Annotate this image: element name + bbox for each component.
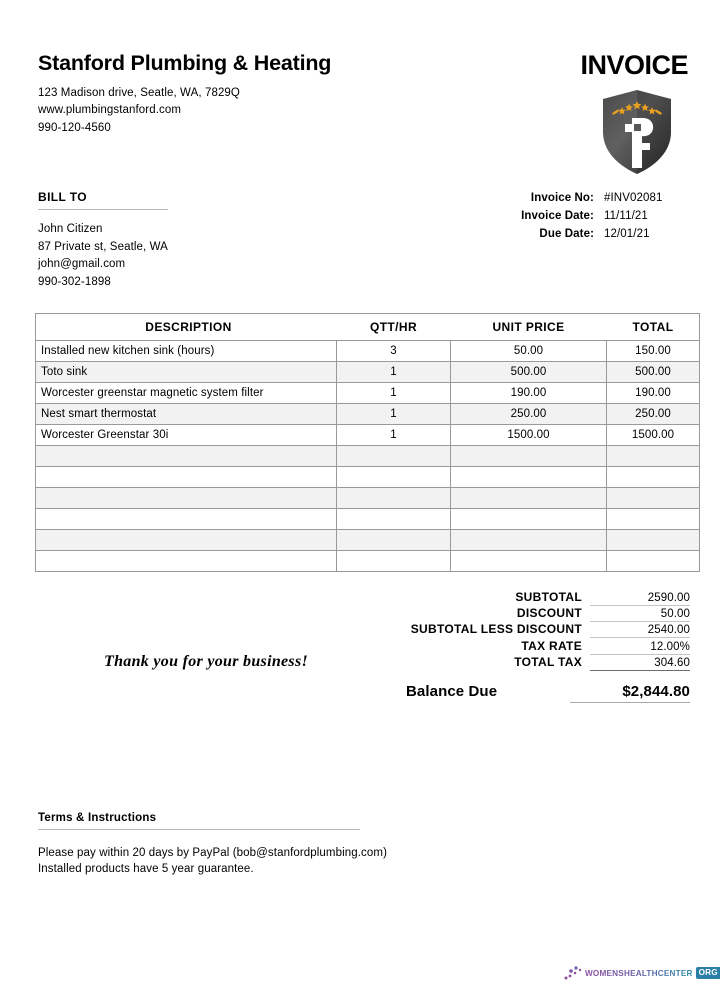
total-tax-label: TOTAL TAX [514,654,582,669]
subtotal-less-discount-value: 2540.00 [590,624,690,638]
total-tax-value: 304.60 [590,657,690,671]
cell-unit-price [451,530,607,551]
invoice-date-label: Invoice Date: [521,210,594,222]
cell-qty [337,509,451,530]
cell-description [36,530,337,551]
table-row [36,362,700,383]
document-title: INVOICE [580,50,688,80]
cell-unit-price: 190.00 [451,383,607,404]
cell-qty: 1 [337,383,451,404]
table-row-empty [36,467,700,488]
cell-description [36,446,337,467]
cell-unit-price [451,509,607,530]
cell-total [607,509,700,530]
customer-address: 87 Private st, Seatle, WA [38,240,168,253]
balance-due-value: $2,844.80 [570,683,690,703]
invoice-number-row [484,190,688,207]
subtotal-row [398,590,690,606]
cell-qty [337,488,451,509]
cell-total [607,446,700,467]
cell-unit-price: 250.00 [451,404,607,425]
table-row-empty [36,446,700,467]
subtotal-value: 2590.00 [590,592,690,606]
totals-section [398,590,690,671]
subtotal-less-discount-row [398,622,690,638]
discount-row [398,606,690,622]
column-header-unit-price: UNIT PRICE [451,314,607,341]
table-header [36,314,700,341]
watermark-dots-icon [563,965,585,981]
watermark [563,963,720,983]
due-date-label: Due Date: [539,228,594,240]
terms-body [38,845,458,877]
cell-unit-price [451,446,607,467]
customer-phone: 990-302-1898 [38,275,111,288]
table-row-empty [36,509,700,530]
bill-to-details [38,221,288,291]
company-name: Stanford Plumbing & Heating [38,51,332,75]
cell-total: 150.00 [607,341,700,362]
table-row-empty [36,551,700,572]
discount-label: DISCOUNT [516,606,582,621]
bill-to-heading: BILL TO [38,190,168,210]
table-header-row [36,314,700,341]
invoice-date-value: 11/11/21 [604,210,648,222]
balance-due-row [398,683,690,703]
company-address: 123 Madison drive, Seatle, WA, 7829Q [38,86,240,99]
tax-rate-row [398,639,690,655]
company-phone: 990-120-4560 [38,121,111,134]
cell-qty: 1 [337,404,451,425]
cell-unit-price: 1500.00 [451,425,607,446]
tax-rate-label: TAX RATE [521,638,582,653]
cell-total [607,551,700,572]
terms-line-2: Installed products have 5 year guarantee. [38,863,254,875]
table-row [36,341,700,362]
balance-due-label: Balance Due [406,683,498,700]
cell-unit-price: 50.00 [451,341,607,362]
table-row-empty [36,488,700,509]
company-website: www.plumbingstanford.com [38,104,182,117]
cell-unit-price [451,551,607,572]
terms-heading: Terms & Instructions [38,812,360,830]
subtotal-label: SUBTOTAL [515,590,582,604]
cell-total: 500.00 [607,362,700,383]
cell-total: 250.00 [607,404,700,425]
cell-description [36,467,337,488]
invoice-meta [484,190,688,244]
invoice-number-label: Invoice No: [530,192,594,204]
cell-unit-price: 500.00 [451,362,607,383]
cell-description: Worcester Greenstar 30i [36,425,337,446]
cell-qty: 3 [337,341,451,362]
cell-description [36,509,337,530]
cell-description: Nest smart thermostat [36,404,337,425]
tax-rate-value: 12.00% [590,641,690,655]
cell-qty [337,530,451,551]
cell-unit-price [451,467,607,488]
plumbing-shield-logo-icon [601,88,673,176]
bill-to-section [38,190,288,291]
cell-description: Toto sink [36,362,337,383]
cell-qty: 1 [337,425,451,446]
table-row [36,425,700,446]
customer-name: John Citizen [38,223,103,235]
discount-value: 50.00 [590,608,690,622]
table-row [36,404,700,425]
watermark-org-badge: ORG [696,967,720,979]
total-tax-row [398,655,690,671]
invoice-date-row [484,208,688,225]
cell-total [607,530,700,551]
table-row-empty [36,530,700,551]
cell-description [36,551,337,572]
table-body [36,341,700,572]
cell-total: 1500.00 [607,425,700,446]
cell-qty [337,467,451,488]
cell-description [36,488,337,509]
cell-qty [337,551,451,572]
thank-you-note: Thank you for your business! [104,653,309,670]
due-date-row [484,226,688,243]
terms-line-1: Please pay within 20 days by PayPal (bob@stanfordplumbing.com) [38,847,387,859]
customer-email: john@gmail.com [38,258,126,270]
line-items-table [35,313,700,572]
watermark-text: WOMENSHEALTHCENTER [585,968,693,978]
due-date-value: 12/01/21 [604,228,650,240]
cell-unit-price [451,488,607,509]
cell-qty [337,446,451,467]
column-header-total: TOTAL [607,314,700,341]
cell-description: Installed new kitchen sink (hours) [36,341,337,362]
cell-qty: 1 [337,362,451,383]
cell-description: Worcester greenstar magnetic system filter [36,383,337,404]
cell-total: 190.00 [607,383,700,404]
table-row [36,383,700,404]
cell-total [607,488,700,509]
invoice-number-value: #INV02081 [604,192,663,204]
cell-total [607,467,700,488]
column-header-description: DESCRIPTION [36,314,337,341]
subtotal-less-discount-label: SUBTOTAL LESS DISCOUNT [410,622,582,637]
column-header-qty: QTT/HR [337,314,451,341]
terms-section [38,812,458,877]
